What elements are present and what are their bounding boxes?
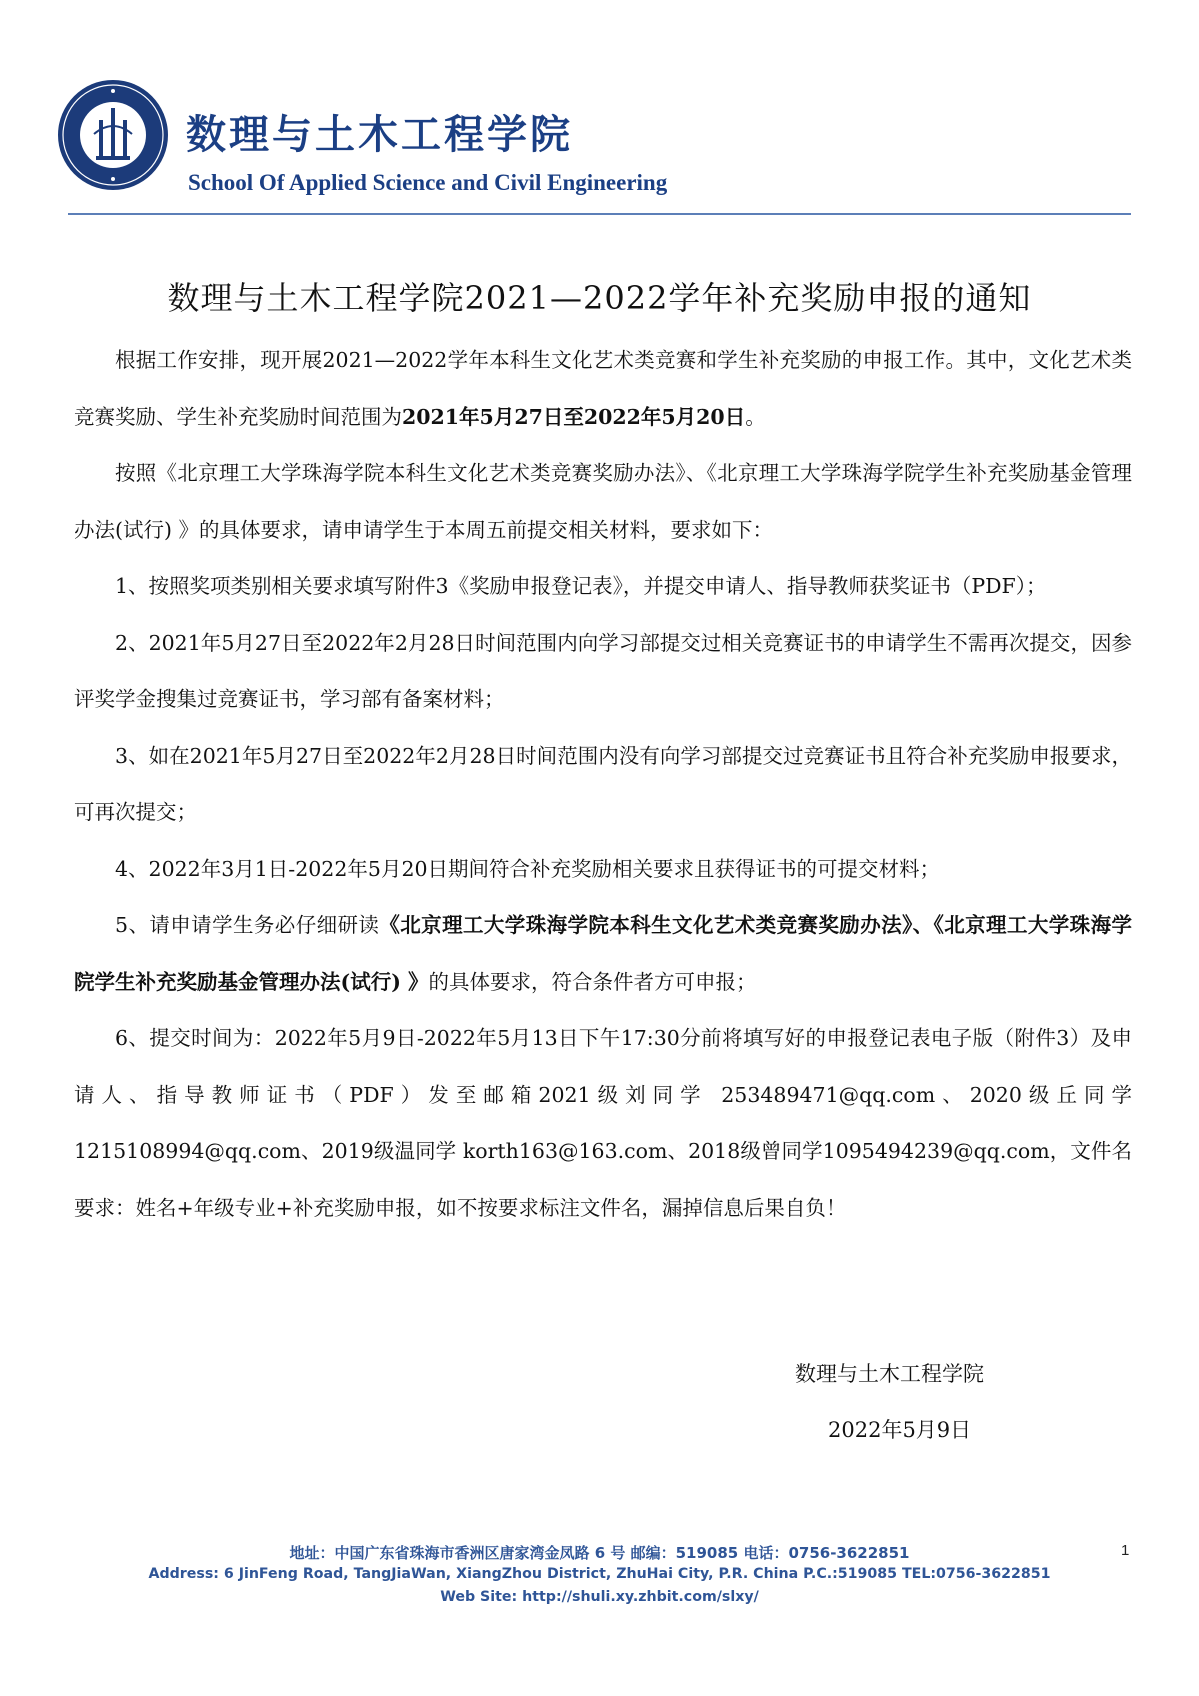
college-name-cn: 数理与土木工程学院 xyxy=(186,112,573,158)
college-name-en: School Of Applied Science and Civil Engineering xyxy=(188,170,668,195)
college-seal-icon xyxy=(56,78,170,192)
footer-address-en: Address: 6 JinFeng Road, TangJiaWan, XiangZhou District, ZhuHai City, P.R. China P.C.:519085 TEL:0756-3622851 xyxy=(148,1566,1051,1582)
regulation-names-highlight: 《北京理工大学珠海学院本科生文化艺术类竞赛奖励办法》、《北京理工大学珠海学院学生补充奖励基金管理办法(试行) 》 xyxy=(74,913,1133,994)
list-item-3: 3、如在2021年5月27日至2022年2月28日时间范围内没有向学习部提交过竞赛证书且符合补充奖励申报要求，可再次提交； xyxy=(74,743,1132,824)
list-item-4: 4、2022年3月1日-2022年5月20日期间符合补充奖励相关要求且获得证书的可提交材料； xyxy=(115,856,941,881)
list-item-1: 1、按照奖项类别相关要求填写附件3《奖励申报登记表》，并提交申请人、指导教师获奖证书（PDF）； xyxy=(115,574,1047,598)
footer-address-cn: 地址：中国广东省珠海市香洲区唐家湾金凤路 6 号 邮编：519085 电话：0756-3622851 xyxy=(289,1544,910,1562)
paragraph-requirements: 按照《北京理工大学珠海学院本科生文化艺术类竞赛奖励办法》、《北京理工大学珠海学院学生补充奖励基金管理办法(试行) 》的具体要求，请申请学生于本周五前提交相关材料，要求如下： xyxy=(74,461,1132,542)
paragraph-intro: 根据工作安排，现开展2021—2022学年本科生文化艺术类竞赛和学生补充奖励的申报工作。其中，文化艺术类竞赛奖励、学生补充奖励时间范围为2021年5月27日至2022年5月20日。 xyxy=(74,348,1132,429)
notice-body xyxy=(74,332,1132,1236)
notice-title: 数理与土木工程学院2021—2022学年补充奖励申报的通知 xyxy=(167,279,1032,317)
list-item-2: 2、2021年5月27日至2022年2月28日时间范围内向学习部提交过相关竞赛证书的申请学生不需再次提交，因参评奖学金搜集过竞赛证书，学习部有备案材料； xyxy=(74,630,1132,711)
footer-website: Web Site: http://shuli.xy.zhbit.com/slxy/ xyxy=(440,1589,759,1605)
page-number: 1 xyxy=(1121,1542,1130,1559)
signature-org: 数理与土木工程学院 xyxy=(795,1362,984,1386)
list-item-6: 6、提交时间为：2022年5月9日-2022年5月13日下午17:30分前将填写好的申报登记表电子版（附件3）及申请人、指导教师证书（PDF）发至邮箱2021级刘同学 253489471@qq.com、2020级丘同学1215108994@qq.com、2019级温同学 korth163@163.com、2018级曾同学1095494239@qq.com，文件名要求：姓名+年级专业+补充奖励申报，如不按要求标注文件名，漏掉信息后果自负！ xyxy=(74,1026,1132,1220)
signature-date: 2022年5月9日 xyxy=(828,1418,972,1442)
header-divider xyxy=(68,213,1131,215)
date-range-highlight: 2021年5月27日至2022年5月20日 xyxy=(402,404,746,429)
list-item-5: 5、请申请学生务必仔细研读《北京理工大学珠海学院本科生文化艺术类竞赛奖励办法》、《北京理工大学珠海学院学生补充奖励基金管理办法(试行) 》的具体要求，符合条件者方可申报； xyxy=(74,913,1133,994)
